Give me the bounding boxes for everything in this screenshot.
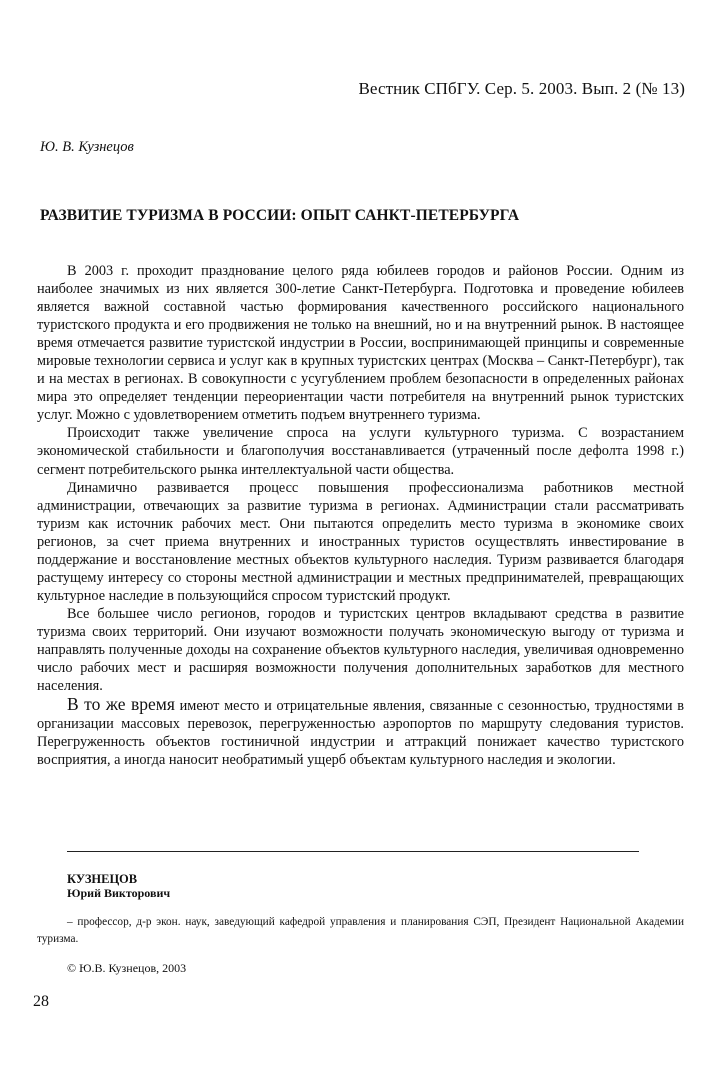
paragraph-4: Все большее число регионов, городов и туристских центров вкладывают средства в развитие туризма своих территорий. Они изучают возможности получать экономическую выгоду от туризма и направлять полученные доходы на сохранение объектов культурного наследия, увеличивая одновременно число рабочих мест и расширяя возможности получения дополнительных заработков для местного населения. (37, 605, 684, 695)
paragraph-2: Происходит также увеличение спроса на услуги культурного туризма. С возрастанием экономической стабильности и благополучия восстанавливается (утраченный после дефолта 1998 г.) сегмент потребительского рынка интеллектуальной части общества. (37, 425, 684, 478)
article-body (37, 262, 684, 769)
paragraph-3: Динамично развивается процесс повышения профессионализма работников местной администрации, отвечающих за развитие туризма в регионах. Администрации стали рассматривать туризм как источник рабочих мест. Они пытаются определить место туризма в экономике своих регионов, за счет приема внутренних и иностранных туристов осуществлять инвестирование в поддержание и восстановление местных объектов культурного наследия. Туризм развивается благодаря растущему интересу со стороны местной администрации и местных предпринимателей, превращающих культурное наследие в пользующийся спросом туристский продукт. (37, 479, 684, 604)
paragraph-5-rest: имеют место и отрицательные явления, связанные с сезонностью, трудностями в организации массовых перевозок, перегруженностью аэропортов по маршруту следования туристов. Перегруженность объектов гостиничной индустрии и аттракций понижает качество туристского восприятия, а иногда наносит необратимый ущерб объектам культурного наследия и экологии. (37, 698, 685, 769)
paragraph-5 (37, 695, 684, 769)
section-divider (67, 851, 639, 852)
page-number: 28 (33, 993, 49, 1010)
paragraph-5-lead: В то же время (67, 694, 175, 715)
bio-surname: КУЗНЕЦОВ (67, 872, 138, 886)
bio-name: Юрий Викторович (67, 886, 171, 900)
article-title: РАЗВИТИЕ ТУРИЗМА В РОССИИ: ОПЫТ САНКТ-ПЕТЕРБУРГА (40, 207, 520, 224)
article-author: Ю. В. Кузнецов (40, 139, 134, 155)
bio-description-text: – профессор, д-р экон. наук, заведующий кафедрой управления и планирования СЭП, Президент Национальной Академии туризма. (37, 916, 684, 945)
copyright: © Ю.В. Кузнецов, 2003 (67, 961, 187, 975)
journal-header: Вестник СПбГУ. Сер. 5. 2003. Вып. 2 (№ 13) (358, 79, 685, 98)
bio-description (37, 914, 684, 948)
paragraph-1: В 2003 г. проходит празднование целого ряда юбилеев городов и районов России. Одним из наиболее значимых из них является 300-летие Санкт-Петербурга. Подготовка и проведение юбилеев является важной составной частью формирования качественного российского национального туристского продукта и его продвижения не только на внешний, но и на внутренний рынок. В настоящее время отмечается развитие туристской индустрии в России, воспринимающей принципы и современные мировые технологии сервиса и услуг как в крупных туристских центрах (Москва – Санкт-Петербург), так и на местах в регионах. В совокупности с усугублением проблем безопасности в определенных районах мира это определяет тенденции переориентации части потребителя на внутренний рынок туристских услуг. Можно с удовлетворением отметить подъем внутреннего туризма. (37, 263, 684, 424)
